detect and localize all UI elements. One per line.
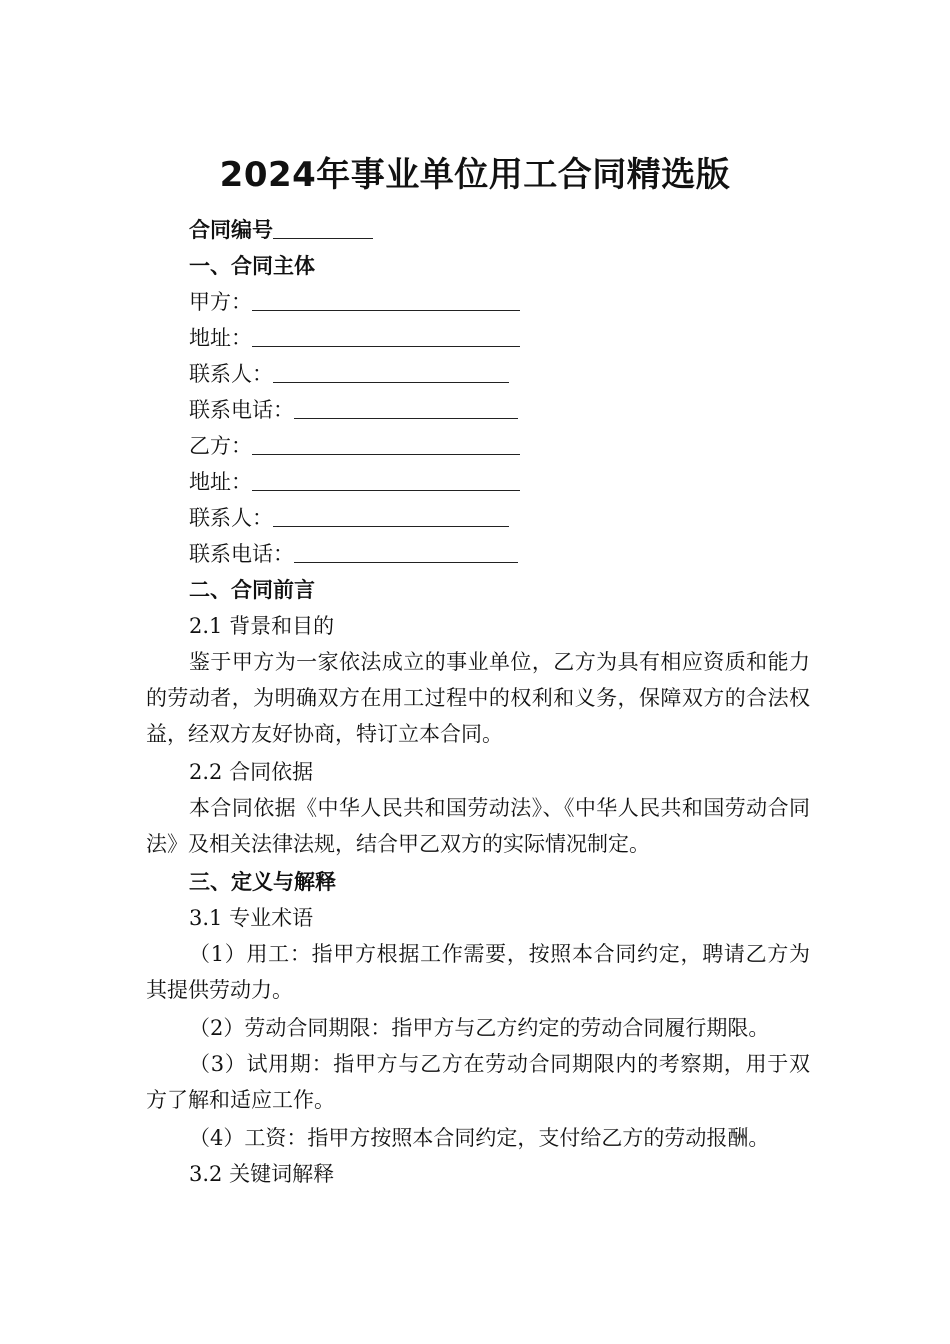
party-b-address-row <box>189 464 520 500</box>
party-a-row <box>189 284 520 320</box>
term-contract-period: （2）劳动合同期限：指甲方与乙方约定的劳动合同履行期限。 <box>189 1016 770 1040</box>
subsection-2-2: 2.2 合同依据 <box>189 760 314 784</box>
subsection-3-2: 3.2 关键词解释 <box>189 1162 335 1186</box>
contract-number-label: 合同编号 <box>189 218 273 242</box>
document-title: 2024年事业单位用工合同精选版 <box>219 155 731 195</box>
party-b-address-label: 地址： <box>189 470 252 494</box>
term-wages: （4）工资：指甲方按照本合同约定，支付给乙方的劳动报酬。 <box>189 1126 770 1150</box>
party-b-phone-row <box>189 536 518 572</box>
party-a-phone-blank <box>294 392 518 419</box>
party-b-contact-label: 联系人： <box>189 506 273 530</box>
party-a-address-row <box>189 320 520 356</box>
party-b-contact-row <box>189 500 509 536</box>
term-probation: （3）试用期：指甲方与乙方在劳动合同期限内的考察期，用于双方了解和适应工作。 <box>146 1052 810 1112</box>
party-a-address-label: 地址： <box>189 326 252 350</box>
party-a-address-blank <box>252 320 520 347</box>
party-b-address-blank <box>252 464 520 491</box>
subsection-2-1: 2.1 背景和目的 <box>189 614 335 638</box>
party-b-blank <box>252 428 520 455</box>
subsection-3-1: 3.1 专业术语 <box>189 906 314 930</box>
contract-number-row <box>189 212 373 248</box>
term-employment: （1）用工：指甲方根据工作需要，按照本合同约定，聘请乙方为其提供劳动力。 <box>146 942 810 1002</box>
section-heading-1: 一、合同主体 <box>189 254 315 278</box>
party-a-phone-row <box>189 392 518 428</box>
party-a-phone-label: 联系电话： <box>189 398 294 422</box>
party-a-label: 甲方： <box>189 290 252 314</box>
party-b-label: 乙方： <box>189 434 252 458</box>
section-heading-2: 二、合同前言 <box>189 578 315 602</box>
section-heading-3: 三、定义与解释 <box>189 870 336 894</box>
party-a-contact-blank <box>273 356 509 383</box>
party-a-contact-row <box>189 356 509 392</box>
party-a-blank <box>252 284 520 311</box>
paragraph-background: 鉴于甲方为一家依法成立的事业单位，乙方为具有相应资质和能力的劳动者，为明确双方在用工过程中的权利和义务，保障双方的合法权益，经双方友好协商，特订立本合同。 <box>146 650 810 746</box>
party-b-phone-label: 联系电话： <box>189 542 294 566</box>
paragraph-basis: 本合同依据《中华人民共和国劳动法》、《中华人民共和国劳动合同法》及相关法律法规，结合甲乙双方的实际情况制定。 <box>146 796 810 856</box>
party-b-contact-blank <box>273 500 509 527</box>
party-b-phone-blank <box>294 536 518 563</box>
party-a-contact-label: 联系人： <box>189 362 273 386</box>
party-b-row <box>189 428 520 464</box>
contract-number-blank <box>273 212 373 239</box>
